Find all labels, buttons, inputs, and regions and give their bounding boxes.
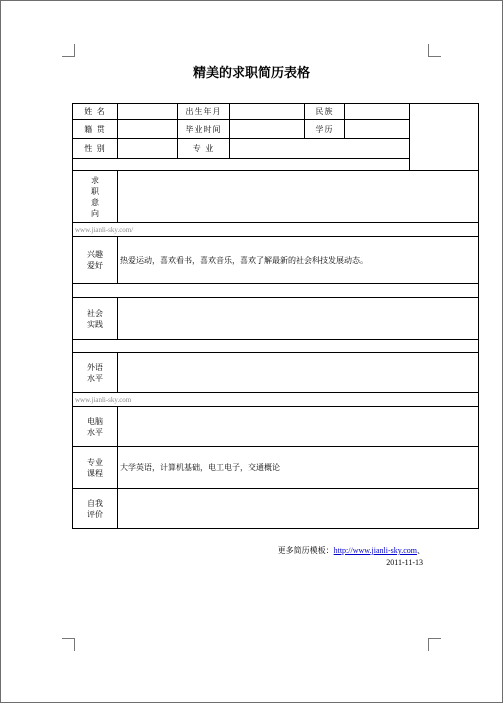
native-label: 籍 贯	[73, 120, 118, 139]
footer-more-templates	[0, 545, 425, 556]
footer-link[interactable]: http://www.jianli-sky.com	[333, 546, 417, 555]
name-label: 姓 名	[73, 104, 118, 120]
footer-suffix: 、	[417, 546, 425, 555]
watermark-row: www.jianli-sky.com	[73, 393, 479, 407]
courses-content[interactable]: 大学英语，计算机基础，电工电子，交通概论	[118, 447, 479, 489]
intent-content[interactable]	[118, 171, 479, 223]
gender-value[interactable]	[118, 139, 178, 159]
language-content[interactable]	[118, 353, 479, 393]
spacer-row	[73, 284, 479, 298]
intent-label: 求 职 意 向	[73, 171, 118, 223]
photo-cell[interactable]	[410, 104, 479, 171]
native-value[interactable]	[118, 120, 178, 139]
page-title: 精美的求职简历表格	[192, 66, 310, 81]
language-label: 外语 水平	[73, 353, 118, 393]
birth-label: 出生年月	[178, 104, 230, 120]
self-eval-label: 自我 评价	[73, 489, 118, 529]
computer-content[interactable]	[118, 407, 479, 447]
gender-label: 性 别	[73, 139, 118, 159]
education-value[interactable]	[345, 120, 410, 139]
watermark-row: www.jianli-sky.com/	[73, 223, 479, 237]
social-label: 社会 实践	[73, 298, 118, 340]
resume-table	[72, 103, 479, 529]
education-label: 学历	[305, 120, 345, 139]
hobbies-label: 兴趣 爱好	[73, 237, 118, 284]
major-label: 专 业	[178, 139, 230, 159]
footer-label: 更多简历模板：	[277, 546, 334, 555]
self-eval-content[interactable]	[118, 489, 479, 529]
crop-mark-bottom-left	[62, 638, 75, 651]
birth-value[interactable]	[230, 104, 305, 120]
spacer-row	[73, 159, 410, 171]
crop-mark-top-left	[62, 44, 75, 57]
grad-label: 毕业时间	[178, 120, 230, 139]
crop-mark-bottom-right	[428, 638, 441, 651]
crop-mark-top-right	[428, 44, 441, 57]
major-value[interactable]	[230, 139, 410, 159]
name-value[interactable]	[118, 104, 178, 120]
computer-label: 电脑 水平	[73, 407, 118, 447]
hobbies-content[interactable]: 热爱运动，喜欢看书，喜欢音乐，喜欢了解最新的社会科技发展动态。	[118, 237, 479, 284]
footer-date: 2011-11-13	[386, 558, 423, 567]
social-content[interactable]	[118, 298, 479, 340]
ethnicity-value[interactable]	[345, 104, 410, 120]
grad-value[interactable]	[230, 120, 305, 139]
ethnicity-label: 民族	[305, 104, 345, 120]
courses-label: 专业 课程	[73, 447, 118, 489]
spacer-row	[73, 340, 479, 353]
